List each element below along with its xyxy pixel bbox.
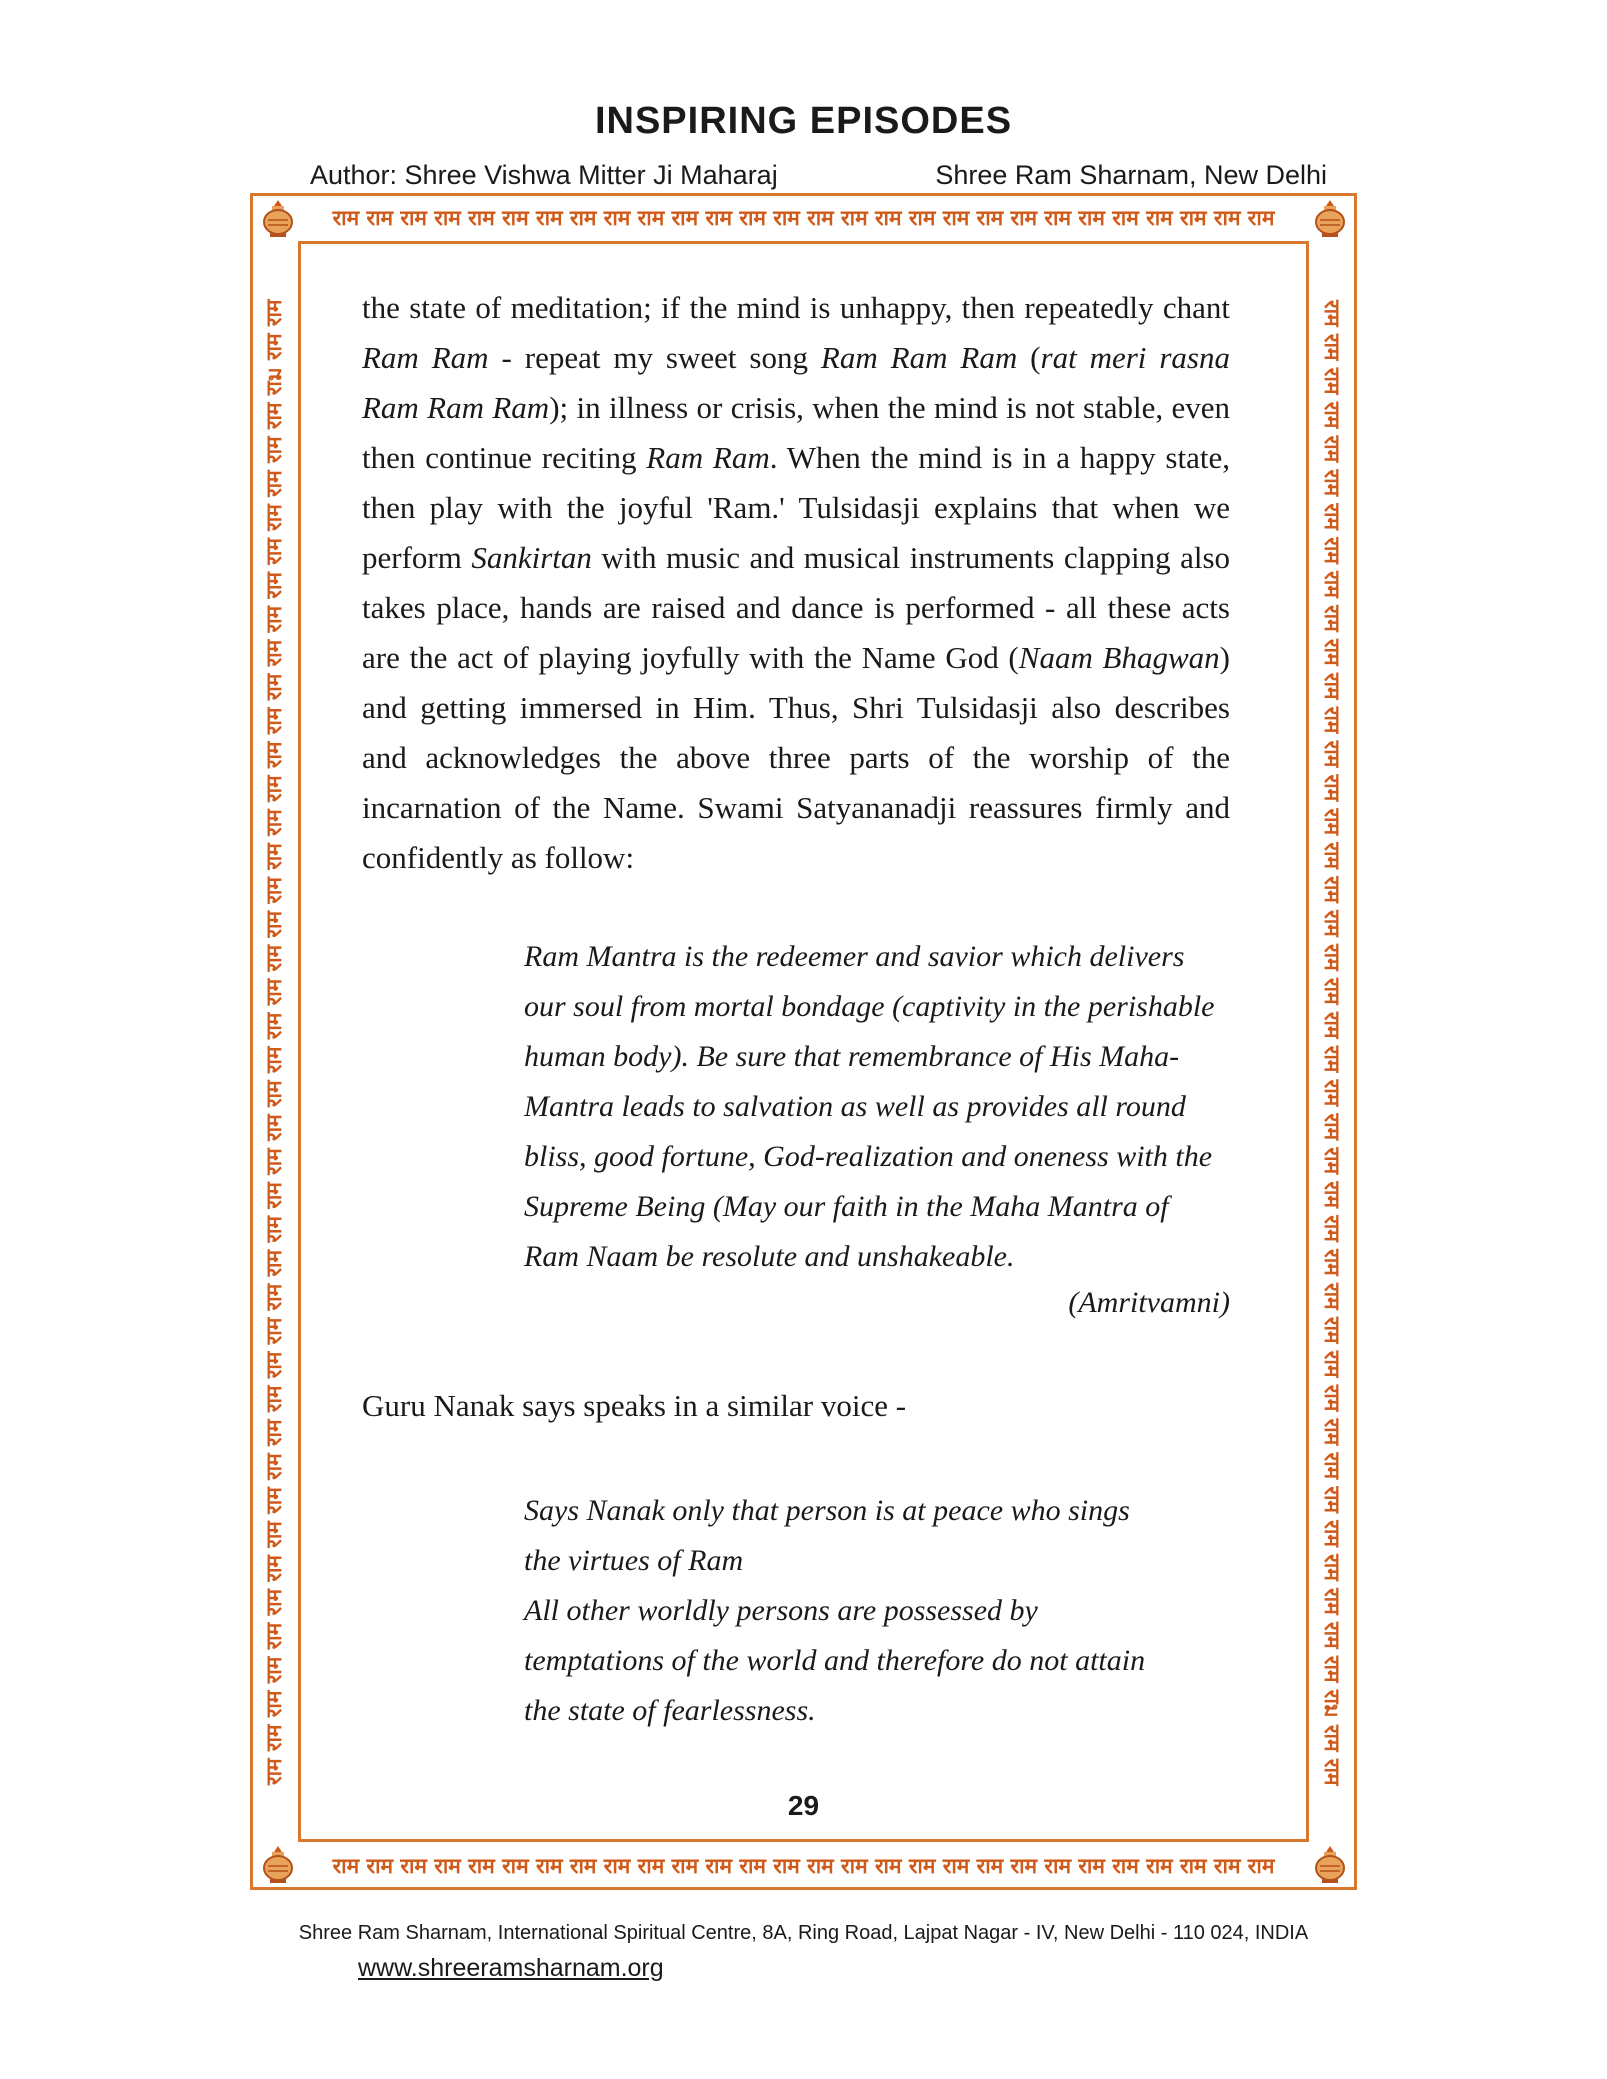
text-segment: ); in illness or crisis, when the mind is not stable, even then continue reciting	[362, 390, 1230, 475]
author-line: Author: Shree Vishwa Mitter Ji Maharaj	[310, 160, 778, 190]
quote-citation: (Amritvamni)	[1068, 1286, 1230, 1319]
quote-line: the state of fearlessness.	[524, 1694, 816, 1727]
text-segment: the state of meditation; if the mind is unhappy, then repeatedly chant	[362, 290, 1230, 325]
paragraph-text	[362, 283, 1230, 883]
border-text-left: राम राम राम राम राम राम राम राम राम राम राम राम राम राम राम राम राम राम राम राम राम राम राम राम राम राम राम राम राम राम राम राम राम राम राम राम राम राम राम राम राम राม राम राम	[262, 299, 286, 1786]
italic-term: Ram Ram	[362, 340, 489, 375]
website-link[interactable]: www.shreeramsharnam.org	[358, 1954, 664, 1982]
kalash-icon	[1308, 1842, 1352, 1886]
kalash-icon	[256, 196, 300, 240]
body-paragraph	[362, 283, 1230, 883]
organization-line: Shree Ram Sharnam, New Delhi	[935, 160, 1327, 190]
italic-term: rat meri rasna Ram Ram Ram	[362, 340, 1230, 425]
italic-term: Sankirtan	[471, 540, 592, 575]
quote-guru-nanak	[524, 1486, 1230, 1736]
quote-line: temptations of the world and therefore do not attain	[524, 1644, 1146, 1677]
italic-term: Ram Ram	[646, 440, 770, 475]
quote-line: All other worldly persons are possessed by	[524, 1594, 1038, 1627]
quote-amritvani: Ram Mantra is the redeemer and savior which delivers our soul from mortal bondage (captivity in the perishable human body). Be sure that remembrance of His Maha-Mantra leads to salvation as well as provides all round bliss, good fortune, God-realization and oneness with the Supreme Being (May our faith in the Maha Mantra of Ram Naam be resolute and unshakeable.	[524, 940, 1215, 1273]
text-segment: with music and musical instruments clapping also takes place, hands are raised and dance is performed - all these acts are the act of playing joyfully with the Name God (	[362, 540, 1231, 675]
text-segment: (	[1017, 340, 1041, 375]
kalash-icon	[256, 1842, 300, 1886]
quote-line: the virtues of Ram	[524, 1544, 744, 1577]
book-title: INSPIRING EPISODES	[594, 100, 1013, 142]
text-segment: ) and getting immersed in Him. Thus, Shri Tulsidasji also describes and acknowledges the above three parts of the worship of the incarnation of the Name. Swami Satyananadji reassures firmly and confidently as follow:	[362, 640, 1230, 875]
text-segment: - repeat my sweet song	[488, 340, 821, 375]
border-text-bottom: राम राम राम राम राम राम राम राम राम राम राम राम राम राम राम राम राम राम राम राम राम राम राम राम राम राम राम राम	[332, 1854, 1275, 1878]
italic-term: Ram Ram Ram	[820, 340, 1018, 375]
text-segment: . When the mind is in a happy state, then play with the joyful 'Ram.' Tulsidasji explains that when we perform	[362, 440, 1230, 575]
quote-line: Says Nanak only that person is at peace who sings	[524, 1494, 1130, 1527]
border-text-right: राम राम राम राम राम राम राम राम राम राम राम राम राम राम राम राम राम राम राम राम राम राम राम राम राम राम राम राम राम राम राम राम राम राम राम राम राम राम राम राम राम राม राम राम	[1320, 299, 1344, 1786]
kalash-icon	[1308, 196, 1352, 240]
border-text-top: राम राम राम राम राम राम राम राम राम राम राम राम राम राम राम राम राम राम राम राम राम राम राम राम राम राम राम राम	[332, 206, 1275, 230]
page-number: 29	[787, 1790, 820, 1821]
footer-address: Shree Ram Sharnam, International Spiritual Centre, 8A, Ring Road, Lajpat Nagar - IV, New Delhi - 110 024, INDIA	[298, 1922, 1309, 1944]
guru-nanak-intro: Guru Nanak says speaks in a similar voice -	[362, 1388, 907, 1423]
italic-term: Naam Bhagwan	[1018, 640, 1220, 675]
